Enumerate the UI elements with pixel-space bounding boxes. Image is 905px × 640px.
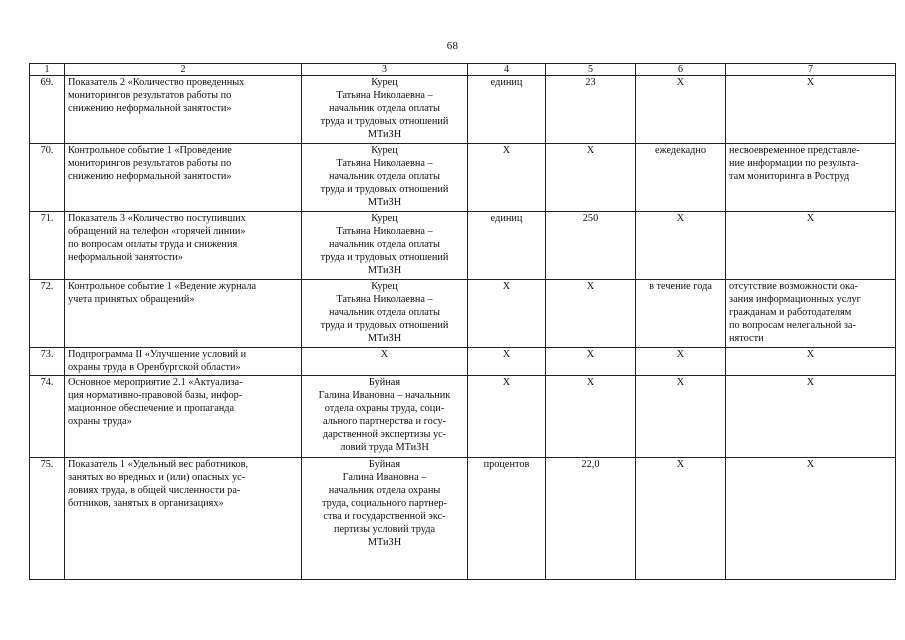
row-number: 69. — [30, 76, 65, 144]
unit-cell: единиц — [468, 76, 546, 144]
responsible-person: Курец Татьяна Николаевна – начальник отдела оплаты труда и трудовых отношений МТиЗН — [302, 76, 468, 144]
unit-cell: процентов — [468, 458, 546, 580]
period-cell: Х — [636, 376, 726, 458]
risk-cell: Х — [726, 376, 896, 458]
column-header-3: 3 — [302, 64, 468, 76]
period-cell: ежедекадно — [636, 144, 726, 212]
column-header-1: 1 — [30, 64, 65, 76]
unit-cell: Х — [468, 348, 546, 376]
responsible-person: Курец Татьяна Николаевна – начальник отдела оплаты труда и трудовых отношений МТиЗН — [302, 280, 468, 348]
period-cell: Х — [636, 76, 726, 144]
responsible-person: Х — [302, 348, 468, 376]
value-cell: 23 — [546, 76, 636, 144]
unit-cell: Х — [468, 376, 546, 458]
table-row — [30, 280, 896, 348]
item-name: Показатель 3 «Количество поступивших обращений на телефон «горячей линии» по вопросам оплаты труда и снижения неформальной занятости» — [65, 212, 302, 280]
table-row — [30, 458, 896, 580]
risk-cell: несвоевременное представле- ние информации по результа- там мониторинга в Роструд — [726, 144, 896, 212]
row-number: 70. — [30, 144, 65, 212]
column-header-6: 6 — [636, 64, 726, 76]
value-cell: Х — [546, 376, 636, 458]
risk-cell: Х — [726, 76, 896, 144]
responsible-person: Буйная Галина Ивановна – начальник отдела охраны труда, социального партнер- ства и государственной экс- пертизы условий труда МТиЗН — [302, 458, 468, 580]
item-name: Показатель 1 «Удельный вес работников, занятых во вредных и (или) опасных ус- ловиях труда, в общей численности ра- ботников, занятых в организациях» — [65, 458, 302, 580]
row-number: 74. — [30, 376, 65, 458]
responsible-person: Курец Татьяна Николаевна – начальник отдела оплаты труда и трудовых отношений МТиЗН — [302, 144, 468, 212]
page-number: 68 — [446, 40, 459, 52]
table-row — [30, 348, 896, 376]
value-cell: Х — [546, 348, 636, 376]
risk-cell: Х — [726, 348, 896, 376]
table-row — [30, 212, 896, 280]
unit-cell: Х — [468, 280, 546, 348]
period-cell: Х — [636, 348, 726, 376]
item-name: Контрольное событие 1 «Проведение мониторингов результатов работы по снижению неформальной занятости» — [65, 144, 302, 212]
item-name: Основное мероприятие 2.1 «Актуализа- ция нормативно-правовой базы, инфор- мационное обеспечение и пропаганда охраны труда» — [65, 376, 302, 458]
table-row — [30, 144, 896, 212]
header-row — [30, 64, 896, 76]
item-name: Показатель 2 «Количество проведенных мониторингов результатов работы по снижению неформальной занятости» — [65, 76, 302, 144]
period-cell: Х — [636, 458, 726, 580]
value-cell: 250 — [546, 212, 636, 280]
risk-cell: отсутствие возможности ока- зания информационных услуг гражданам и работодателям по вопросам нелегальной за- нятости — [726, 280, 896, 348]
risk-cell: Х — [726, 212, 896, 280]
column-header-5: 5 — [546, 64, 636, 76]
value-cell: Х — [546, 144, 636, 212]
risk-cell: Х — [726, 458, 896, 580]
row-number: 71. — [30, 212, 65, 280]
period-cell: в течение года — [636, 280, 726, 348]
item-name: Подпрограмма II «Улучшение условий и охраны труда в Оренбургской области» — [65, 348, 302, 376]
row-number: 73. — [30, 348, 65, 376]
value-cell: Х — [546, 280, 636, 348]
period-cell: Х — [636, 212, 726, 280]
row-number: 75. — [30, 458, 65, 580]
responsible-person: Буйная Галина Ивановна – начальник отдела охраны труда, соци- ального партнерства и госу- дарственной экспертизы ус- ловий труда МТиЗН — [302, 376, 468, 458]
column-header-4: 4 — [468, 64, 546, 76]
column-header-7: 7 — [726, 64, 896, 76]
row-number: 72. — [30, 280, 65, 348]
responsible-person: Курец Татьяна Николаевна – начальник отдела оплаты труда и трудовых отношений МТиЗН — [302, 212, 468, 280]
table-row — [30, 376, 896, 458]
table-row — [30, 76, 896, 144]
unit-cell: единиц — [468, 212, 546, 280]
plan-table — [29, 63, 896, 580]
unit-cell: Х — [468, 144, 546, 212]
value-cell: 22,0 — [546, 458, 636, 580]
column-header-2: 2 — [65, 64, 302, 76]
item-name: Контрольное событие 1 «Ведение журнала учета принятых обращений» — [65, 280, 302, 348]
